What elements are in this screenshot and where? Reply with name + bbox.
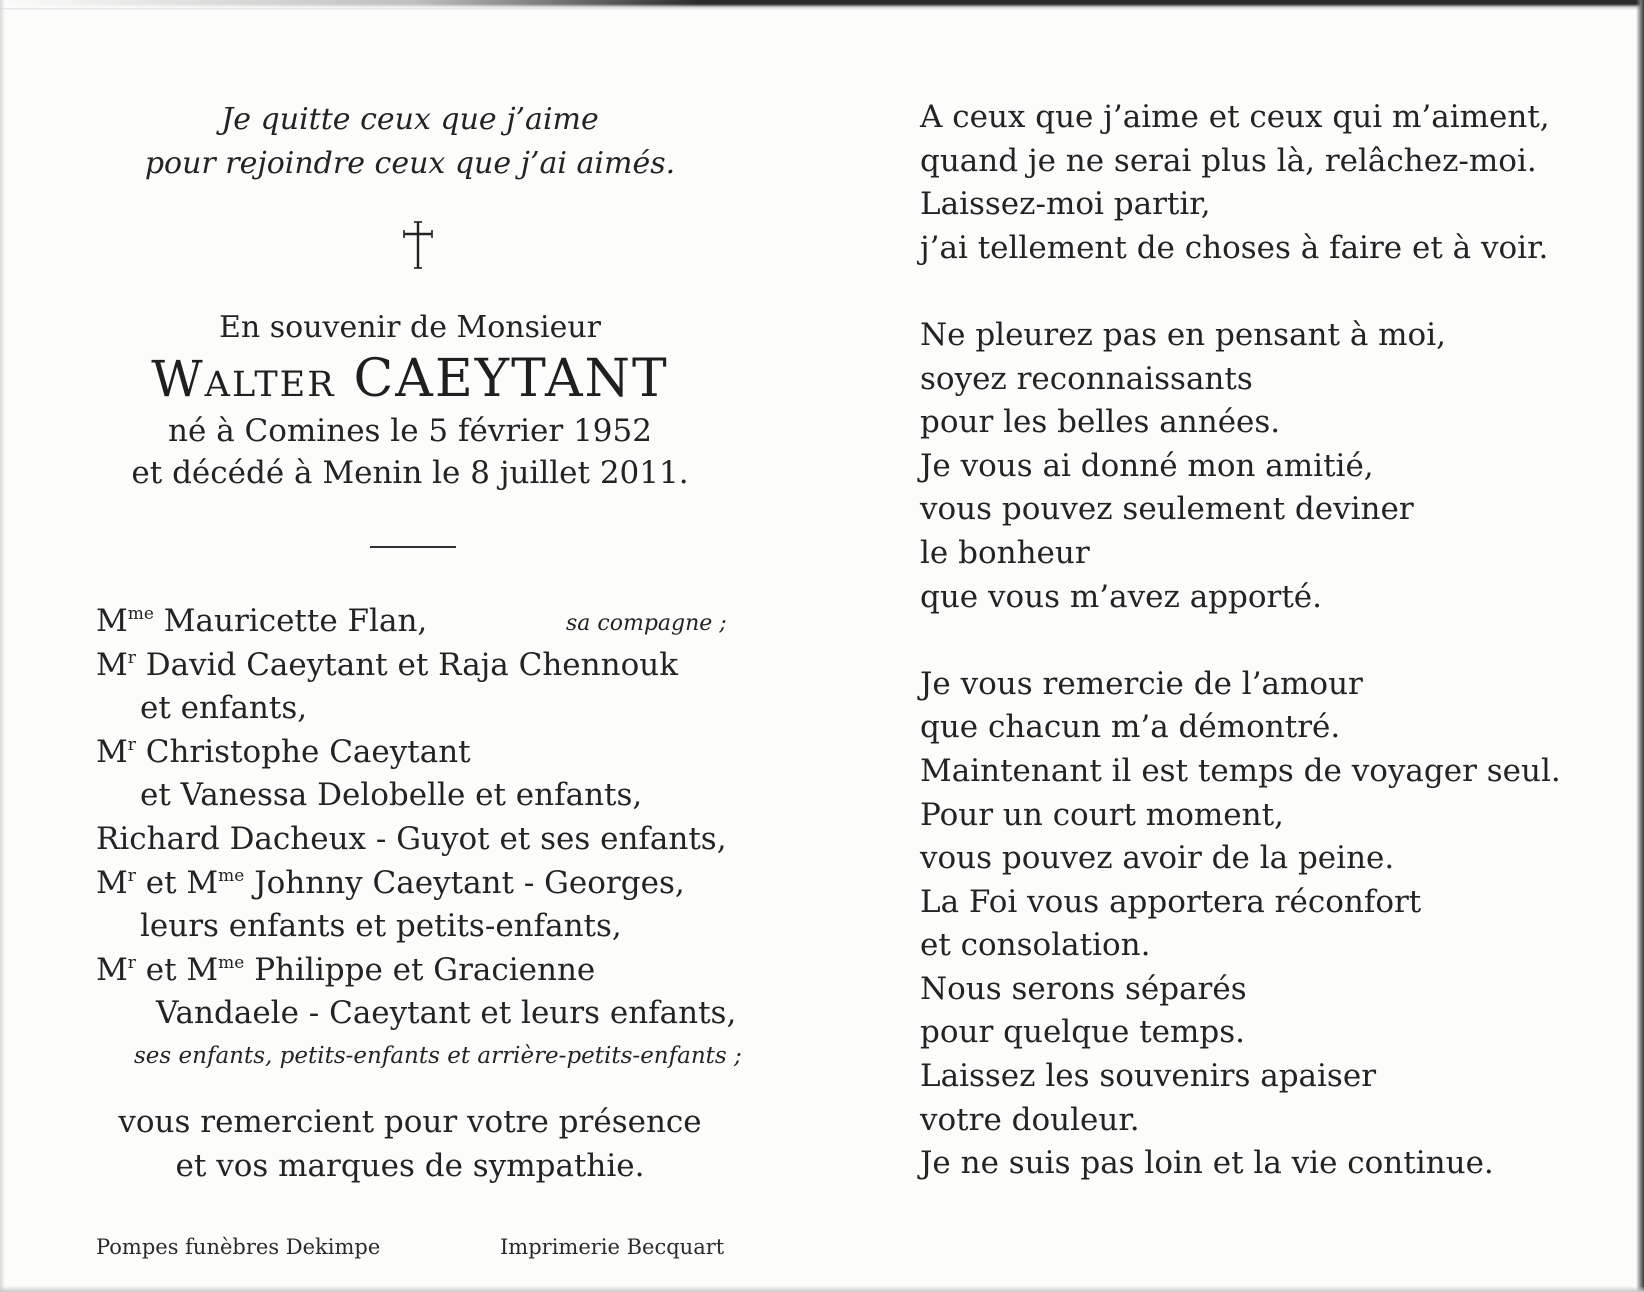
- title-sup: r: [127, 734, 136, 755]
- thanks-block: [60, 1100, 760, 1188]
- family-line: et Vanessa Delobelle et enfants,: [140, 777, 643, 814]
- poem-line: pour les belles années.: [920, 404, 1281, 441]
- family-line: [96, 862, 776, 906]
- title-sup: r: [127, 952, 136, 973]
- left-panel: [60, 80, 780, 1280]
- poem-line: pour quelque temps.: [920, 1014, 1246, 1051]
- scan-bottom-edge: [0, 1286, 1644, 1292]
- deceased-family-name: CAEYTANT: [353, 349, 669, 409]
- poem-line: que vous m’avez apporté.: [920, 578, 1323, 615]
- title: M: [96, 603, 128, 639]
- poem-line: La Foi vous apportera réconfort: [920, 883, 1422, 920]
- poem-stanza-1: [920, 96, 1600, 270]
- right-panel: [920, 96, 1600, 1229]
- poem-line: que chacun m’a démontré.: [920, 709, 1341, 746]
- scan-right-edge: [1636, 0, 1644, 1292]
- deceased-name: [60, 348, 760, 410]
- memorial-intro: En souvenir de Monsieur: [218, 310, 602, 345]
- family-line: Richard Dacheux - Guyot et ses enfants,: [96, 820, 727, 857]
- memorial-block: [60, 308, 760, 494]
- deceased-given-name: Walter: [151, 350, 336, 408]
- thanks-line-1: vous remercient pour votre présence: [118, 1104, 702, 1140]
- poem-line: Je vous ai donné mon amitié,: [920, 447, 1374, 484]
- poem-line: soyez reconnaissants: [920, 360, 1253, 397]
- poem-line: vous pouvez avoir de la peine.: [920, 840, 1395, 877]
- printer-credit: Imprimerie Becquart: [500, 1235, 725, 1259]
- epigraph-line-1: Je quitte ceux que j’aime: [221, 102, 599, 137]
- family-list: [96, 600, 776, 1076]
- birth-line: né à Comines le 5 février 1952: [168, 413, 652, 449]
- poem-line: Ne pleurez pas en pensant à moi,: [920, 316, 1446, 353]
- poem-line: A ceux que j’aime et ceux qui m’aiment,: [920, 99, 1550, 135]
- poem-stanza-2: [920, 314, 1600, 619]
- poem-line: quand je ne serai plus là, relâchez-moi.: [920, 142, 1537, 179]
- family-line: [96, 600, 776, 644]
- poem-line: votre douleur.: [920, 1101, 1140, 1138]
- poem-line: Laissez les souvenirs apaiser: [920, 1058, 1377, 1095]
- poem-stanza-3: [920, 663, 1600, 1186]
- family-line: et enfants,: [140, 690, 308, 727]
- poem-line: Maintenant il est temps de voyager seul.: [920, 752, 1561, 789]
- epigraph: [60, 98, 760, 186]
- family-line: leurs enfants et petits-enfants,: [140, 908, 622, 945]
- title-sup: me: [218, 952, 245, 973]
- poem: [920, 96, 1600, 1186]
- scan-top-edge-fade: [0, 0, 700, 8]
- poem-line: vous pouvez seulement deviner: [920, 491, 1414, 528]
- death-line: et décédé à Menin le 8 juillet 2011.: [131, 455, 689, 491]
- title-sup: me: [127, 604, 154, 624]
- title: M: [96, 951, 128, 988]
- poem-line: Nous serons séparés: [920, 970, 1247, 1007]
- title-sup: r: [127, 865, 136, 886]
- poem-line: j’ai tellement de choses à faire et à voir.: [920, 229, 1549, 266]
- divider-rule: [370, 546, 456, 548]
- relative-name: Christophe Caeytant: [135, 733, 471, 770]
- family-line-descendants: ses enfants, petits-enfants et arrière-petits-enfants ;: [134, 1042, 742, 1069]
- title-sup: r: [127, 647, 136, 668]
- thanks-line-2: et vos marques de sympathie.: [175, 1148, 645, 1184]
- relative-name: Philippe et Gracienne: [244, 951, 596, 988]
- poem-line: Pour un court moment,: [920, 796, 1284, 833]
- title-joiner: et M: [135, 951, 219, 988]
- scan-left-edge: [0, 0, 5, 1292]
- title: M: [96, 646, 128, 683]
- relative-name: David Caeytant et Raja Chennouk: [135, 646, 678, 683]
- relative-name: Mauricette Flan,: [153, 603, 428, 639]
- cross-icon: [398, 220, 438, 270]
- title-sup: me: [218, 865, 245, 886]
- poem-line: le bonheur: [920, 534, 1090, 571]
- poem-line: Laissez-moi partir,: [920, 186, 1211, 223]
- title-joiner: et M: [135, 864, 219, 901]
- poem-line: Je ne suis pas loin et la vie continue.: [920, 1145, 1494, 1182]
- title: M: [96, 864, 128, 901]
- funeral-home-credit: Pompes funèbres Dekimpe: [96, 1235, 381, 1259]
- relative-name: Johnny Caeytant - Georges,: [244, 864, 685, 901]
- poem-line: et consolation.: [920, 927, 1151, 964]
- title: M: [96, 733, 128, 770]
- family-line: [96, 731, 776, 775]
- poem-line: Je vous remercie de l’amour: [920, 665, 1363, 702]
- epigraph-line-2: pour rejoindre ceux que j’ai aimés.: [144, 146, 676, 181]
- family-line: Vandaele - Caeytant et leurs enfants,: [156, 995, 737, 1032]
- family-line: [96, 644, 776, 688]
- relation-role: sa compagne ;: [566, 611, 727, 636]
- family-line: [96, 949, 776, 993]
